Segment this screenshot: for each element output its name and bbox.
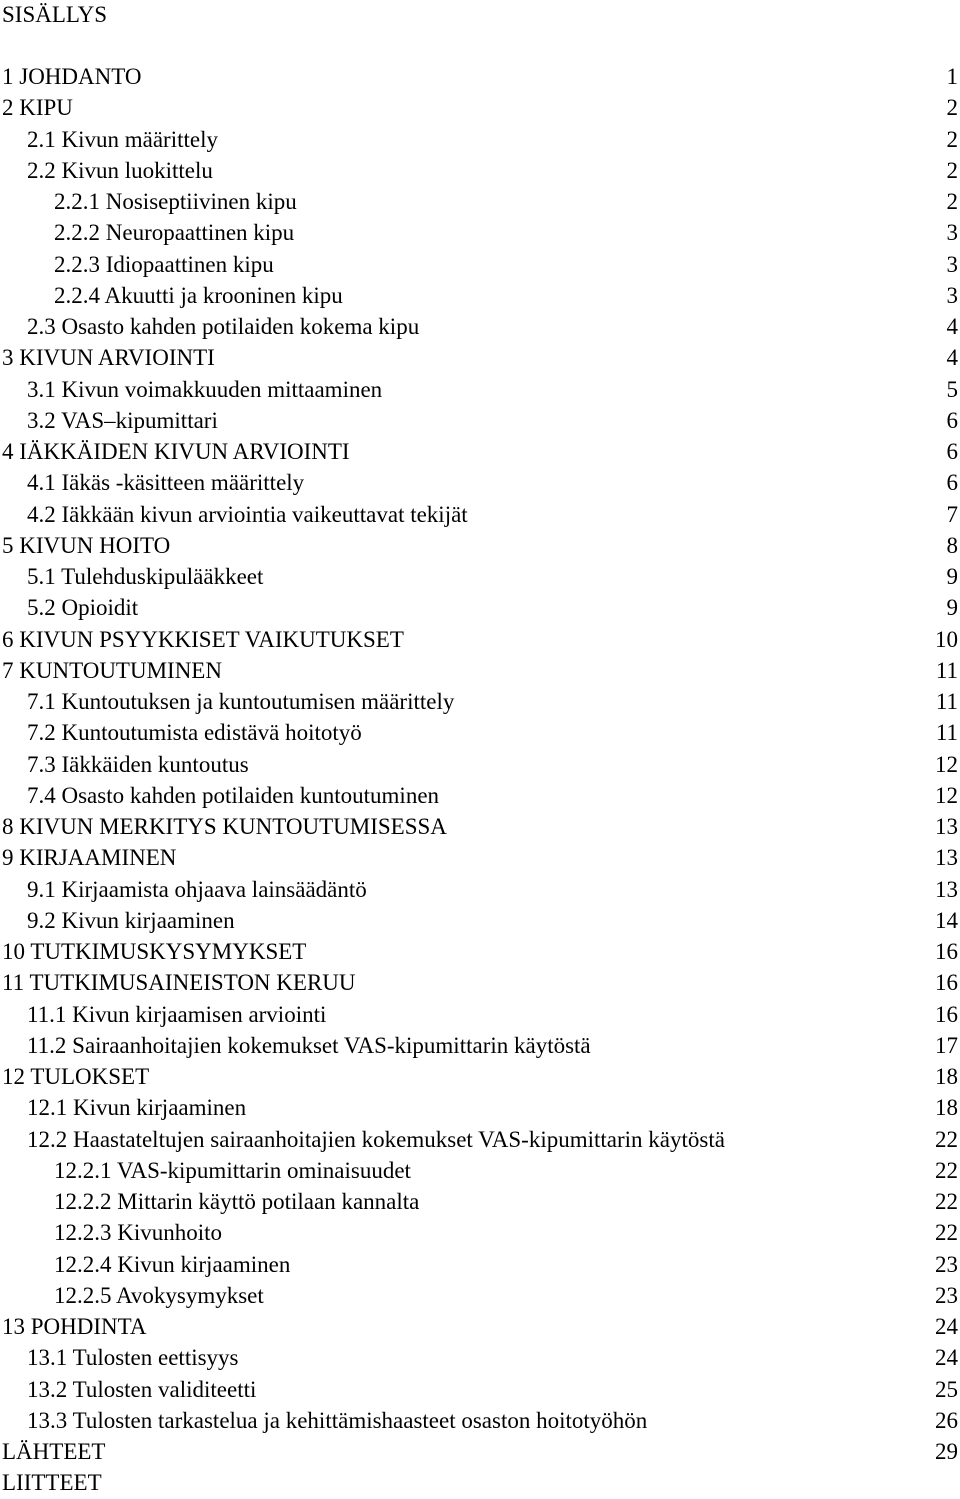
toc-entry [0,124,960,155]
toc-entry-page-number: 4 [946,345,958,371]
toc-entry-page-number: 22 [935,1220,958,1246]
toc-entry-title: 12.2.1 VAS-kipumittarin ominaisuudet [54,1157,411,1183]
toc-entry-page-number: 8 [946,532,958,558]
toc-entry-page-number: 11 [935,657,958,683]
toc-entry-title: 11 TUTKIMUSAINEISTON KERUU [2,970,356,996]
toc-entry [0,249,960,280]
toc-entry [0,1436,960,1467]
toc-entry [0,592,960,623]
toc-entry [0,874,960,905]
toc-entry-title: 7.3 Iäkkäiden kuntoutus [27,751,249,777]
toc-entry-title: 12.2.4 Kivun kirjaaminen [54,1251,291,1277]
toc-entry-title: 3 KIVUN ARVIOINTI [2,345,215,371]
toc-entry [0,405,960,436]
toc-entry-title: 4 IÄKKÄIDEN KIVUN ARVIOINTI [2,439,350,464]
toc-entry-page-number: 23 [935,1282,958,1308]
toc-entry-title: LIITTEET [2,1470,102,1496]
toc-entry-title: 2.2 Kivun luokittelu [27,157,213,183]
toc-entry-title: 3.2 VAS–kipumittari [27,407,218,433]
toc-entry [0,1249,960,1280]
toc-entry-title: 2.3 Osasto kahden potilaiden kokema kipu [27,314,420,339]
toc-entry [0,1155,960,1186]
toc-entry [0,717,960,748]
toc-entry-page-number: 1 [946,64,958,89]
toc-entry-page-number: 2 [946,95,958,121]
toc-entry-page-number: 2 [946,157,958,183]
toc-entry [0,1030,960,1061]
toc-entry-page-number: 3 [946,251,958,277]
toc-entry-page-number: 24 [935,1314,958,1339]
toc-entry [0,186,960,217]
toc-entry-page-number: 12 [935,782,958,808]
toc-entry [0,936,960,967]
toc-entry [0,1092,960,1123]
toc-entry-page-number: 12 [935,751,958,777]
toc-entry [0,280,960,311]
toc-entry-page-number: 3 [946,282,958,308]
toc-entry-title: 12.2.5 Avokysymykset [54,1282,264,1308]
toc-entry-title: 2.2.1 Nosiseptiivinen kipu [54,189,297,214]
toc-entry-title: 2.2.3 Idiopaattinen kipu [54,251,274,277]
toc-entry [0,842,960,873]
toc-entry-page-number: 9 [946,564,958,589]
toc-entry-title: 9.2 Kivun kirjaaminen [27,907,235,933]
toc-entry-title: 8 KIVUN MERKITYS KUNTOUTUMISESSA [2,814,447,839]
page-title: SISÄLLYS [2,2,108,27]
toc-entry-page-number: 22 [935,1126,958,1152]
toc-entry-page-number: 14 [935,907,958,933]
toc-entry-page-number: 26 [935,1407,958,1433]
toc-entry [0,311,960,342]
toc-entry-page-number: 17 [935,1032,958,1058]
toc-entry [0,1186,960,1217]
toc-entry-title: 2.1 Kivun määrittely [27,126,218,152]
toc-entry-title: 12.2.2 Mittarin käyttö potilaan kannalta [54,1189,420,1214]
toc-entry [0,561,960,592]
toc-entry [0,155,960,186]
toc-entry [0,92,960,123]
toc-entry-page-number: 10 [935,626,958,652]
toc-entry-title: 5.1 Tulehduskipulääkkeet [27,564,264,589]
toc-entry-page-number: 22 [935,1189,958,1214]
toc-entry [0,811,960,842]
toc-entry-page-number: 24 [935,1345,958,1371]
toc-entry-page-number: 23 [935,1251,958,1277]
toc-entry [0,1374,960,1405]
toc-entry [0,624,960,655]
toc-entry [0,1280,960,1311]
toc-entry-title: 12.1 Kivun kirjaaminen [27,1095,247,1121]
toc-entry [0,499,960,530]
toc-entry [0,905,960,936]
toc-entry-title: 2 KIPU [2,95,73,121]
toc-entry-page-number: 6 [946,439,958,464]
toc-entry [0,780,960,811]
toc-entry-title: 6 KIVUN PSYYKKISET VAIKUTUKSET [2,626,404,652]
toc-entry-page-number: 29 [935,1439,958,1464]
toc-entry-title: 9 KIRJAAMINEN [2,845,177,871]
toc-entry-title: 2.2.2 Neuropaattinen kipu [54,220,295,246]
toc-entry-page-number: 5 [946,376,958,402]
toc-entry [0,686,960,717]
toc-entry-page-number: 7 [946,501,958,527]
toc-entry-page-number: 11 [935,689,958,714]
toc-entry-page-number: 11 [935,720,958,746]
toc-entry [0,1467,960,1498]
toc-entry-title: 7.2 Kuntoutumista edistävä hoitotyö [27,720,362,746]
toc-entry [0,999,960,1030]
toc-entry-title: 5 KIVUN HOITO [2,532,171,558]
toc-entry-title: 1 JOHDANTO [2,64,142,89]
toc-entry-page-number: 9 [946,595,958,621]
table-of-contents [0,61,960,1499]
toc-entry-title: LÄHTEET [2,1439,106,1464]
toc-entry [0,530,960,561]
toc-entry-title: 7.4 Osasto kahden potilaiden kuntoutuminen [27,782,440,808]
toc-entry-title: 12 TULOKSET [2,1064,150,1089]
toc-entry [0,1061,960,1092]
toc-entry-page-number: 16 [935,970,958,996]
toc-entry-title: 13.2 Tulosten validiteetti [27,1376,257,1402]
toc-entry-title: 9.1 Kirjaamista ohjaava lainsäädäntö [27,876,367,902]
toc-entry-page-number: 25 [935,1376,958,1402]
toc-entry-page-number: 13 [935,814,958,839]
toc-entry [0,655,960,686]
toc-entry [0,1124,960,1155]
toc-entry [0,374,960,405]
toc-entry-page-number: 4 [946,314,958,339]
toc-entry-title: 13.1 Tulosten eettisyys [27,1345,239,1371]
toc-entry-page-number: 6 [946,470,958,496]
toc-entry-title: 4.2 Iäkkään kivun arviointia vaikeuttavat tekijät [27,501,468,527]
toc-entry-title: 3.1 Kivun voimakkuuden mittaaminen [27,376,383,402]
toc-entry-title: 2.2.4 Akuutti ja krooninen kipu [54,282,343,308]
toc-entry-page-number: 22 [935,1157,958,1183]
toc-entry-page-number: 2 [946,126,958,152]
toc-entry-title: 12.2.3 Kivunhoito [54,1220,223,1246]
toc-entry-page-number: 18 [935,1095,958,1121]
toc-entry [0,967,960,998]
toc-entry-page-number: 13 [935,845,958,871]
toc-entry-page-number: 18 [935,1064,958,1089]
toc-entry [0,1217,960,1248]
toc-entry-page-number: 13 [935,876,958,902]
toc-entry [0,436,960,467]
toc-entry-page-number: 2 [946,189,958,214]
toc-entry [0,467,960,498]
toc-entry [0,61,960,92]
toc-entry-page-number: 16 [935,939,958,964]
toc-entry [0,1342,960,1373]
toc-entry-page-number: 3 [946,220,958,246]
toc-entry-title: 13 POHDINTA [2,1314,147,1339]
toc-entry-title: 7 KUNTOUTUMINEN [2,657,222,683]
toc-entry [0,1405,960,1436]
toc-entry-title: 11.1 Kivun kirjaamisen arviointi [27,1001,327,1027]
toc-entry [0,217,960,248]
toc-entry-title: 7.1 Kuntoutuksen ja kuntoutumisen määrittely [27,689,455,714]
toc-entry-title: 12.2 Haastateltujen sairaanhoitajien kokemukset VAS-kipumittarin käytöstä [27,1126,725,1152]
toc-entry [0,1311,960,1342]
toc-entry-title: 4.1 Iäkäs -käsitteen määrittely [27,470,305,496]
toc-entry-title: 10 TUTKIMUSKYSYMYKSET [2,939,307,964]
toc-entry-title: 11.2 Sairaanhoitajien kokemukset VAS-kipumittarin käytöstä [27,1032,591,1058]
toc-entry [0,749,960,780]
toc-entry-title: 13.3 Tulosten tarkastelua ja kehittämishaasteet osaston hoitotyöhön [27,1407,648,1433]
toc-entry-page-number: 6 [946,407,958,433]
toc-entry-page-number: 16 [935,1001,958,1027]
toc-entry-title: 5.2 Opioidit [27,595,139,621]
toc-entry [0,342,960,373]
